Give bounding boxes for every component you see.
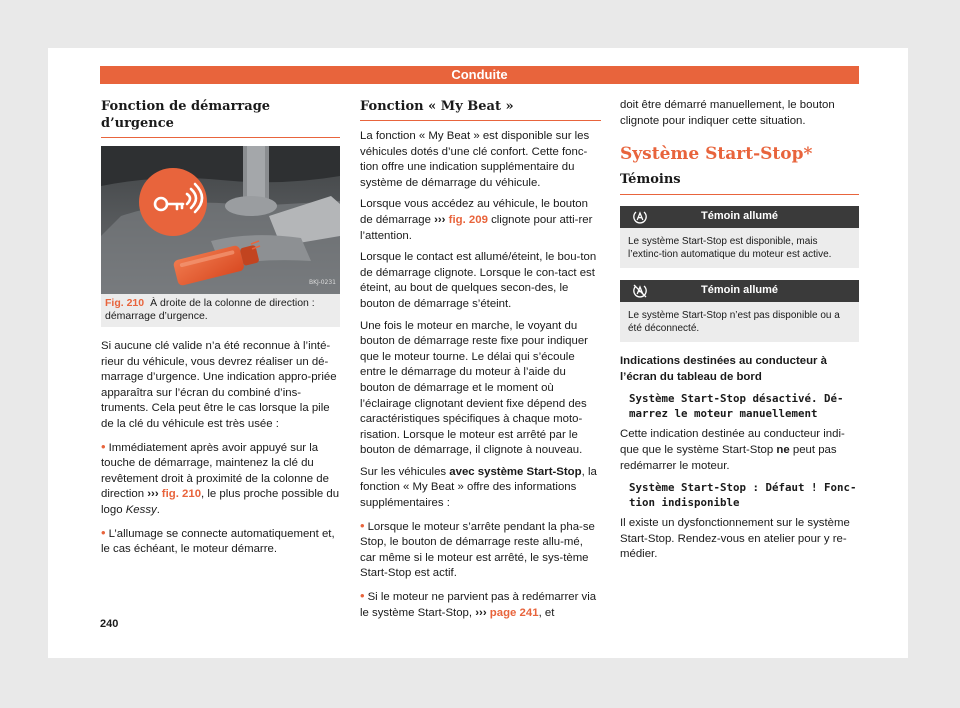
column-emergency-start — [101, 98, 340, 564]
warning-light-description-1: Le système Start-Stop est disponible, mais l’extinc-tion automatique du moteur est active. — [620, 228, 859, 268]
paragraph: Lorsque vous accédez au véhicule, le bouton de démarrage ››› fig. 209 clignote pour atti-rer l’attention. — [360, 198, 593, 242]
section-title-start-stop: Système Start-Stop* — [620, 144, 813, 165]
driver-message-1: Système Start-Stop désactivé. Dé-marrez le moteur manuellement — [629, 392, 844, 421]
indications-heading: Indications destinées au conducteur à l’écran du tableau de bord — [620, 355, 827, 383]
bullet-item: • Si le moteur ne parvient pas à redémarrer via le système Start-Stop, ››› page 241, et — [360, 588, 597, 619]
paragraph: Une fois le moteur en marche, le voyant du bouton de démarrage reste fixe pour indiquer que le moteur tourne. Le délai qui s’écoule entre le démarrage du moteur à l’aide du bouton de démarrage et le moment où l’éclairage clignotant devient fixe dépend des caractéristiques spécifiques à chaque moto-risation. Lorsque le moteur est arrêté par le bouton de démarrage, il clignote à nouveau. — [360, 319, 588, 457]
steering-column-illustration — [101, 146, 340, 294]
figure-number: Fig. 210 — [105, 297, 145, 309]
bullet-icon: • — [360, 588, 365, 604]
paragraph: doit être démarré manuellement, le bouton clignote pour indiquer cette situation. — [620, 99, 835, 127]
paragraph: Cette indication destinée au conducteur indi-que que le système Start-Stop ne peut pas redémarrer le moteur. — [620, 428, 845, 472]
paragraph: Il existe un dysfonctionnement sur le système Start-Stop. Rendez-vous en atelier pour y re-médier. — [620, 517, 850, 561]
figure-caption — [101, 294, 340, 327]
paragraph: Lorsque le contact est allumé/éteint, le bou-ton de démarrage clignote. Lorsque le con-tact est éteint, au bout de quelques secon-des, le bouton de démarrage s’éteint. — [360, 251, 597, 310]
paragraph: La fonction « My Beat » est disponible sur les véhicules dotés d’une clé confort. Cette fonc-tion offre une indication supplémentaire du système de démarrage du véhicule. — [360, 130, 590, 189]
bullet-item: • Immédiatement après avoir appuyé sur la touche de démarrage, maintenez la clé du revêtement droit à proximité de la colonne de direction ››› fig. 210, le plus proche possible du logo Kessy. — [101, 438, 340, 516]
paragraph: Sur les véhicules avec système Start-Stop, la fonction « My Beat » offre des informations supplémentaires : — [360, 465, 597, 510]
link-page-241[interactable]: page 241 — [489, 606, 539, 619]
link-fig-209[interactable]: fig. 209 — [448, 213, 488, 226]
subsection-title-temoins: Témoins — [620, 171, 859, 195]
start-stop-a-icon — [632, 209, 648, 225]
chapter-header: Conduite — [100, 66, 859, 84]
paragraph: Si aucune clé valide n’a été reconnue à l’inté-rieur du véhicule, vous devrez réaliser un dé-marrage d’urgence. Une indication appro-priée apparaîtra sur l’écran du combiné d’ins-truments. Cela peut être le cas lorsque la pile de la clé du véhicule est très usée : — [101, 340, 337, 430]
column-my-beat — [360, 98, 601, 627]
section-title-emergency-start: Fonction de démarrage d’urgence — [101, 98, 340, 138]
figure-caption-text: À droite de la colonne de direction : démarrage d’urgence. — [105, 297, 315, 322]
bullet-item: • L’allumage se connecte automatiquement et, le cas échéant, le moteur démarre. — [101, 524, 335, 556]
figure-210-image — [101, 146, 340, 294]
page-number: 240 — [100, 618, 119, 630]
column-start-stop — [620, 98, 859, 569]
bullet-icon: • — [360, 517, 365, 533]
driver-message-2: Système Start-Stop : Défaut ! Fonc-tion indisponible — [629, 481, 857, 510]
figure-code: BKJ-0231 — [308, 279, 336, 287]
link-fig-210[interactable]: fig. 210 — [161, 488, 202, 501]
section-title-my-beat: Fonction « My Beat » — [360, 98, 601, 121]
bullet-icon: • — [101, 438, 106, 454]
start-stop-off-icon — [632, 283, 648, 299]
warning-light-description-2: Le système Start-Stop n’est pas disponible ou a été déconnecté. — [620, 302, 859, 342]
bullet-item: • Lorsque le moteur s’arrête pendant la pha-se Stop, le bouton de démarrage reste allu-mé, car même si le moteur est arrêté, le sys-tème Start-Stop est actif. — [360, 517, 595, 580]
bullet-icon: • — [101, 524, 106, 540]
warning-light-bar-1: Témoin allumé — [620, 206, 859, 228]
warning-light-bar-2: Témoin allumé — [620, 280, 859, 302]
